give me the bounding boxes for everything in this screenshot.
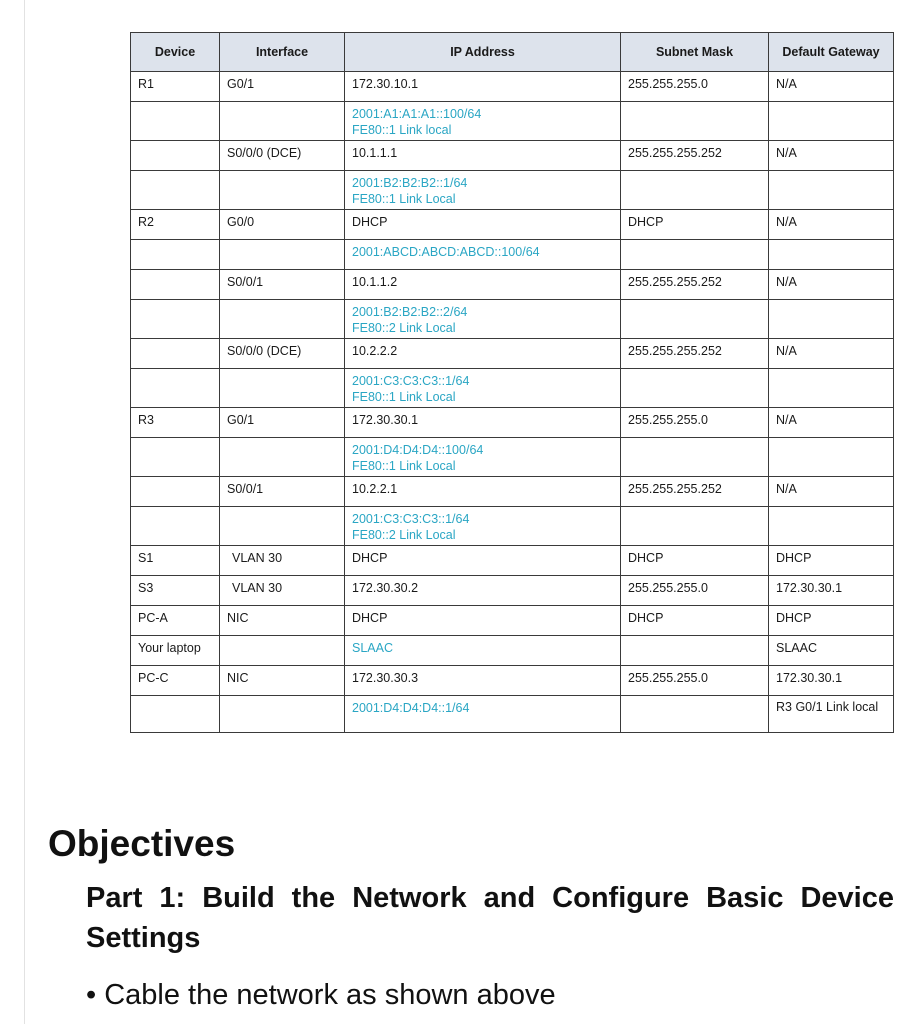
- ipv6-link-local: FE80::1 Link Local: [352, 390, 456, 404]
- table-row: [131, 666, 894, 696]
- cell-default-gateway: [769, 102, 894, 141]
- cell-default-gateway: N/A: [769, 270, 894, 300]
- cell-ipv6-address: [345, 507, 621, 546]
- ipv6-global-address: 2001:C3:C3:C3::1/64: [352, 512, 470, 526]
- cell-device: S3: [131, 576, 220, 606]
- cell-subnet-mask: [621, 300, 769, 339]
- cell-interface: [220, 696, 345, 733]
- table-row: [131, 408, 894, 438]
- cell-default-gateway: N/A: [769, 408, 894, 438]
- cell-interface: [220, 438, 345, 477]
- cell-subnet-mask: 255.255.255.252: [621, 141, 769, 171]
- cell-subnet-mask: DHCP: [621, 606, 769, 636]
- cell-device: PC-C: [131, 666, 220, 696]
- cell-default-gateway: N/A: [769, 210, 894, 240]
- table-row: [131, 606, 894, 636]
- ipv6-global-address: 2001:B2:B2:B2::2/64: [352, 305, 468, 319]
- cell-interface: [220, 102, 345, 141]
- cell-interface: G0/0: [220, 210, 345, 240]
- cell-default-gateway: [769, 171, 894, 210]
- cell-interface: S0/0/1: [220, 477, 345, 507]
- objective-bullet: • Cable the network as shown above: [86, 979, 556, 1011]
- table-row: [131, 210, 894, 240]
- table-row-ipv6: [131, 696, 894, 733]
- table-row: [131, 72, 894, 102]
- ipv6-link-local: FE80::1 Link Local: [352, 192, 456, 206]
- cell-device: Your laptop: [131, 636, 220, 666]
- ipv6-global-address: 2001:B2:B2:B2::1/64: [352, 176, 468, 190]
- ipv6-global-address: 2001:D4:D4:D4::100/64: [352, 443, 484, 457]
- cell-default-gateway: SLAAC: [769, 636, 894, 666]
- ipv6-link-local: FE80::2 Link Local: [352, 528, 456, 542]
- cell-device: [131, 171, 220, 210]
- cell-ipv6-address: 2001:ABCD:ABCD:ABCD::100/64: [345, 240, 621, 270]
- cell-default-gateway: [769, 240, 894, 270]
- cell-subnet-mask: [621, 438, 769, 477]
- cell-subnet-mask: [621, 240, 769, 270]
- cell-default-gateway: N/A: [769, 72, 894, 102]
- cell-subnet-mask: DHCP: [621, 546, 769, 576]
- cell-interface: [220, 369, 345, 408]
- cell-interface: G0/1: [220, 408, 345, 438]
- cell-interface: [220, 636, 345, 666]
- cell-ip-address: 10.2.2.2: [345, 339, 621, 369]
- cell-ipv6-address: [345, 171, 621, 210]
- page-margin-rule: [24, 0, 25, 1024]
- ipv6-link-local: FE80::1 Link Local: [352, 459, 456, 473]
- header-interface: Interface: [220, 33, 345, 72]
- cell-device: [131, 300, 220, 339]
- cell-device: PC-A: [131, 606, 220, 636]
- table-row-ipv6: [131, 507, 894, 546]
- cell-subnet-mask: [621, 171, 769, 210]
- cell-interface: G0/1: [220, 72, 345, 102]
- table-row-ipv6: [131, 438, 894, 477]
- table-row: [131, 141, 894, 171]
- cell-subnet-mask: 255.255.255.0: [621, 408, 769, 438]
- cell-default-gateway: R3 G0/1 Link local: [769, 696, 894, 733]
- cell-interface: [220, 240, 345, 270]
- table-header-row: [131, 33, 894, 72]
- objectives-heading: Objectives: [48, 823, 236, 864]
- cell-ip-address: 10.1.1.1: [345, 141, 621, 171]
- cell-interface: VLAN 30: [220, 576, 345, 606]
- cell-interface: VLAN 30: [220, 546, 345, 576]
- header-ip-address: IP Address: [345, 33, 621, 72]
- cell-subnet-mask: 255.255.255.252: [621, 477, 769, 507]
- ipv6-link-local: FE80::1 Link local: [352, 123, 452, 137]
- cell-device: [131, 477, 220, 507]
- cell-default-gateway: 172.30.30.1: [769, 576, 894, 606]
- cell-default-gateway: DHCP: [769, 606, 894, 636]
- cell-ip-address: 10.2.2.1: [345, 477, 621, 507]
- cell-ipv6-address: SLAAC: [345, 636, 621, 666]
- cell-default-gateway: DHCP: [769, 546, 894, 576]
- cell-interface: S0/0/1: [220, 270, 345, 300]
- cell-ipv6-address: [345, 300, 621, 339]
- ipv6-global-address: 2001:A1:A1:A1::100/64: [352, 107, 482, 121]
- cell-default-gateway: [769, 507, 894, 546]
- cell-ip-address: 172.30.30.1: [345, 408, 621, 438]
- cell-interface: NIC: [220, 666, 345, 696]
- cell-interface: [220, 507, 345, 546]
- cell-device: [131, 102, 220, 141]
- cell-device: [131, 696, 220, 733]
- cell-subnet-mask: 255.255.255.252: [621, 339, 769, 369]
- cell-device: [131, 339, 220, 369]
- header-default-gateway: Default Gateway: [769, 33, 894, 72]
- cell-default-gateway: [769, 300, 894, 339]
- cell-interface: [220, 171, 345, 210]
- cell-ip-address: 172.30.30.3: [345, 666, 621, 696]
- cell-ip-address: 172.30.10.1: [345, 72, 621, 102]
- cell-ip-address: DHCP: [345, 546, 621, 576]
- table-row-ipv6: [131, 300, 894, 339]
- cell-device: [131, 240, 220, 270]
- cell-default-gateway: 172.30.30.1: [769, 666, 894, 696]
- table-row: [131, 636, 894, 666]
- cell-ipv6-address: [345, 102, 621, 141]
- part-1-heading: Part 1: Build the Network and Configure Basic Device Settings: [86, 882, 894, 954]
- cell-default-gateway: [769, 438, 894, 477]
- table-row-ipv6: [131, 240, 894, 270]
- table-row-ipv6: [131, 171, 894, 210]
- cell-device: S1: [131, 546, 220, 576]
- cell-subnet-mask: [621, 507, 769, 546]
- cell-interface: S0/0/0 (DCE): [220, 141, 345, 171]
- cell-subnet-mask: [621, 696, 769, 733]
- cell-subnet-mask: DHCP: [621, 210, 769, 240]
- cell-device: [131, 270, 220, 300]
- cell-subnet-mask: [621, 369, 769, 408]
- cell-ip-address: DHCP: [345, 210, 621, 240]
- cell-device: R3: [131, 408, 220, 438]
- table-row: [131, 546, 894, 576]
- cell-interface: [220, 300, 345, 339]
- cell-subnet-mask: 255.255.255.0: [621, 576, 769, 606]
- table-row-ipv6: [131, 102, 894, 141]
- addressing-table: [130, 32, 894, 733]
- cell-ip-address: DHCP: [345, 606, 621, 636]
- table-row: [131, 576, 894, 606]
- cell-subnet-mask: 255.255.255.0: [621, 666, 769, 696]
- ipv6-global-address: 2001:C3:C3:C3::1/64: [352, 374, 470, 388]
- cell-subnet-mask: 255.255.255.252: [621, 270, 769, 300]
- cell-ip-address: 10.1.1.2: [345, 270, 621, 300]
- cell-ipv6-address: [345, 438, 621, 477]
- table-row-ipv6: [131, 369, 894, 408]
- table-row: [131, 339, 894, 369]
- cell-default-gateway: N/A: [769, 477, 894, 507]
- cell-device: [131, 438, 220, 477]
- cell-subnet-mask: 255.255.255.0: [621, 72, 769, 102]
- cell-device: [131, 369, 220, 408]
- table-row: [131, 270, 894, 300]
- table-row: [131, 477, 894, 507]
- cell-default-gateway: [769, 369, 894, 408]
- cell-default-gateway: N/A: [769, 141, 894, 171]
- cell-device: [131, 141, 220, 171]
- cell-ip-address: 172.30.30.2: [345, 576, 621, 606]
- cell-default-gateway: N/A: [769, 339, 894, 369]
- cell-device: [131, 507, 220, 546]
- cell-subnet-mask: [621, 102, 769, 141]
- header-subnet-mask: Subnet Mask: [621, 33, 769, 72]
- cell-interface: NIC: [220, 606, 345, 636]
- cell-device: R1: [131, 72, 220, 102]
- ipv6-link-local: FE80::2 Link Local: [352, 321, 456, 335]
- cell-ipv6-address: [345, 369, 621, 408]
- cell-interface: S0/0/0 (DCE): [220, 339, 345, 369]
- cell-subnet-mask: [621, 636, 769, 666]
- cell-device: R2: [131, 210, 220, 240]
- header-device: Device: [131, 33, 220, 72]
- cell-ipv6-address: 2001:D4:D4:D4::1/64: [345, 696, 621, 733]
